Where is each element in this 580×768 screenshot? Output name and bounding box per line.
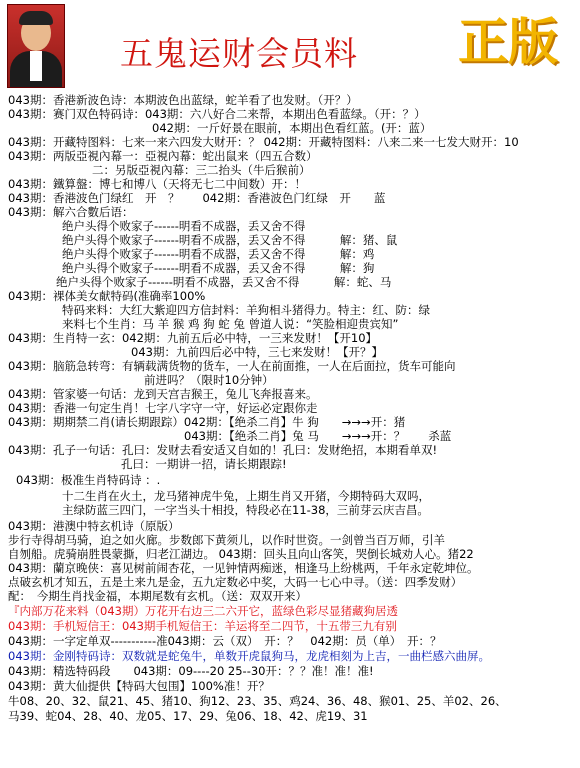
- text-line: 043期：开藏特图料：七来一来六四发大财开：？ 042期：开藏特图料：八来二来一七发大财开：10: [8, 135, 519, 149]
- text-line: 043期：黄大仙提供【特码大包围】100%准！开？: [8, 679, 270, 693]
- portrait-photo: [7, 4, 65, 88]
- text-line: 二：另版亞視內幕：三二抬头（牛后猴前）: [92, 163, 311, 177]
- text-line: 自刎船。虎骑崩胜畏蒙撕，归老江湖边。 043期：回头且向山客笑，哭倒长城劝人心。猪22: [8, 547, 474, 561]
- authentic-badge: 正版: [458, 12, 558, 71]
- header: [0, 0, 580, 92]
- text-line: 043期：赛门双色特码诗：043期：六八好合二来帮，本期出色看蓝绿。（开：？）: [8, 107, 426, 121]
- text-line: 043期：裸体美女献特码(准确率100%: [8, 289, 206, 303]
- text-line: 043期：极准生肖特码诗 ：.: [16, 473, 161, 487]
- text-line: 牛08、20、32、鼠21、45、猪10、狗12、23、35、鸡24、36、48、猴01、25、羊02、26、: [8, 694, 507, 708]
- text-line: 配： 今期生肖找金福，本期尾数有玄机。（送：双双开来）: [8, 589, 307, 603]
- text-line: 043期：两版亞視內幕一：亞視內幕：蛇出鼠来（四五合数）: [8, 149, 318, 163]
- text-line: 043期：香港一句定生肖！七字八字守一守，好运必定跟你走: [8, 401, 318, 415]
- text-line: 043期：【绝杀二肖】兔 马 →→→开：？ 杀蓝: [184, 429, 452, 443]
- text-line: 前进吗？（限时10分钟）: [144, 373, 274, 387]
- text-line: 点破玄机才知五，五是土来九是金，五九定数必中奖，大码一七心中寻。（送：四季发财）: [8, 575, 463, 589]
- text-line: 043期：蘭京晚侠：喜见树前闹杏花，一见钟情两痴迷，相逢马上纷桃两，千年永定乾坤位。: [8, 561, 479, 575]
- text-line: 043期：精选特码段 043期：09----20 25--30开：？？准！准！准!: [8, 664, 374, 678]
- text-line: 绝户头得个败家子------明看不成器，丢又舍不得 解：猪、鼠: [62, 233, 398, 247]
- text-line: 绝户头得个败家子------明看不成器，丢又舍不得: [62, 219, 306, 233]
- text-line: 043期：香港波色门绿红 开 ？ 042期：香港波色门红绿 开 蓝: [8, 191, 386, 205]
- text-line: 043期：管家婆一句话：龙到天宫吉猴王，兔儿飞奔报喜来。: [8, 387, 318, 401]
- text-line: 来料七个生肖：马 羊 猴 鸡 狗 蛇 兔 曾道人说：“笑脸相迎贵宾知”: [62, 317, 399, 331]
- text-line: 步行寺得胡马骑，迫之如火廊。步数郎下黄须儿，以作时世资。一剑曾当百万师，引羊: [8, 533, 445, 547]
- text-line: 孔曰：一期讲一招，请长期跟踪!: [121, 457, 287, 471]
- text-line: 043期：金刚特码诗：双数就是蛇兔牛，单数开虎鼠狗马，龙虎相刻为上吉，一曲栏感六曲屏。: [8, 649, 490, 663]
- text-line: 043期：鐵算盤：博七和博八（天将无七二中间数）开：！: [8, 177, 306, 191]
- text-line: 043期：期期禁二肖(请长期跟踪）042期：【绝杀二肖】牛 狗 →→→开：猪: [8, 415, 406, 429]
- text-line: 043期：一字定单双-----------准043期：云（双） 开：？ 042期：员（单） 开：？: [8, 634, 442, 648]
- text-line: 043期：香港新波色诗：本期波色出蓝绿，蛇羊看了也发财。（开？）: [8, 93, 358, 107]
- text-line: 主绿防蓝三四门，一字当头十相投，特段必在11-38，三前芽云庆吉昌。: [62, 503, 429, 517]
- text-line: 043期：手机短信王：043期手机短信王：羊运将至二四节，十五带三九有别: [8, 619, 397, 633]
- text-line: 043期：九前四后必中特，三七来发财！【开？】: [131, 345, 383, 359]
- text-line: 043期：孔子一句话：孔曰：发财去看安适又自如的！孔曰：发财绝招，本期看单双!: [8, 443, 438, 457]
- page-title: 五鬼运财会员料: [120, 34, 358, 73]
- text-line: 绝户头得个败家子------明看不成器，丢又舍不得 解：狗: [62, 261, 375, 275]
- text-line: 绝户头得个败家子------明看不成器，丢又舍不得 解：鸡: [62, 247, 375, 261]
- text-line: 042期：一斤好景在眼前，本期出色看红蓝。(开：蓝）: [152, 121, 432, 135]
- text-line: 十二生肖在火土，龙马猪神虎牛兔，上期生肖又开猪，今期特码大双吗，: [62, 489, 430, 503]
- text-line: 043期：生肖特一玄：042期：九前五后必中特，一三来发财！【开10】: [8, 331, 378, 345]
- text-line: 绝户头得个败家子------明看不成器，丢又舍不得 解：蛇、马: [56, 275, 392, 289]
- text-line: 特码来料：大红大紫迎四方信封料：羊狗相斗猪得力。特主：红、防：绿: [62, 303, 430, 317]
- text-line: 043期：脑筋急转弯：有辆载满货物的货车，一人在前面推，一人在后面拉，货车可能向: [8, 359, 456, 373]
- text-line: 『内部万花来料（043期）万花开右边三二六开它，蓝绿色彩尽显猪藏狗居透: [8, 604, 398, 618]
- text-line: 043期：解六合數后语：: [8, 205, 134, 219]
- text-line: 马39、蛇04、28、40、龙05、17、29、兔06、18、42、虎19、31: [8, 709, 368, 723]
- text-line: 043期：港澳中特玄机诗（原版）: [8, 519, 180, 533]
